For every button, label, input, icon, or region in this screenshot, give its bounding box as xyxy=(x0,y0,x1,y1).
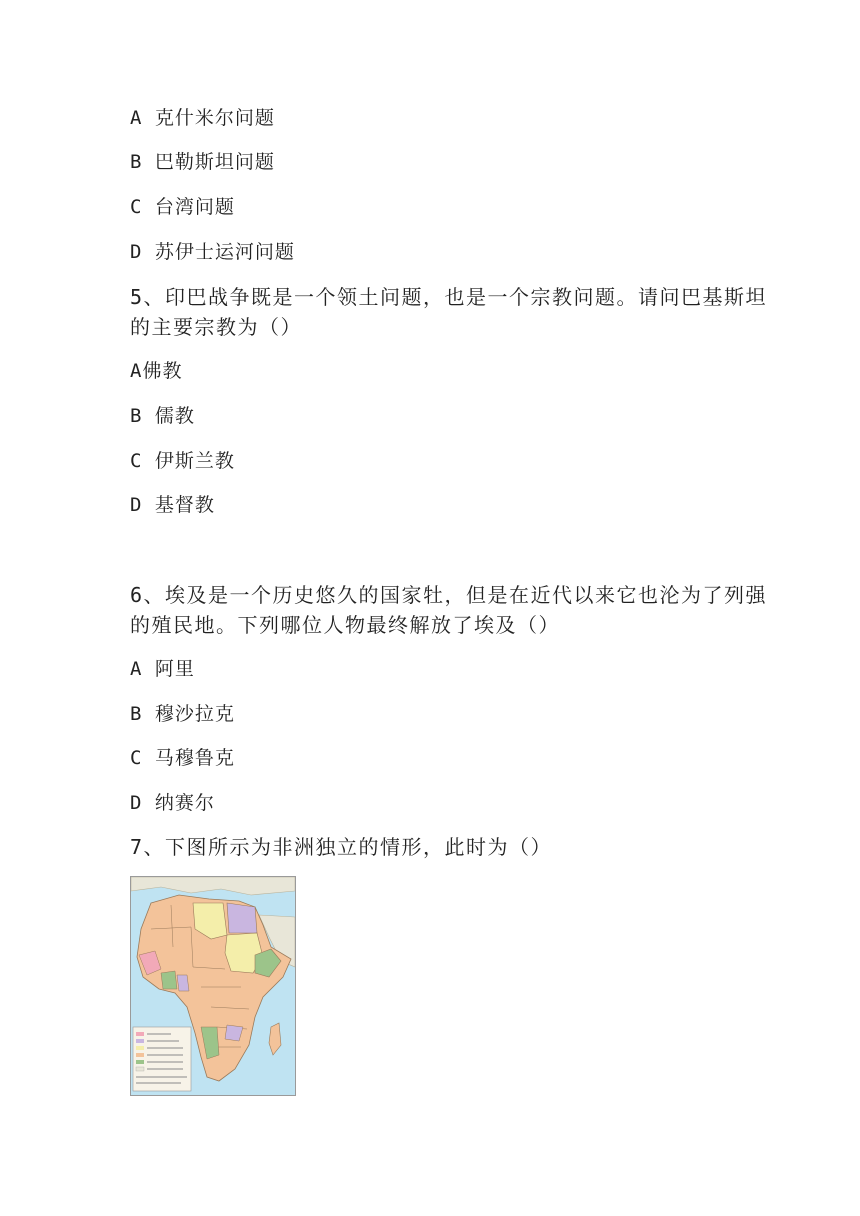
q5-stem-line1: 5、印巴战争既是一个领土问题，也是一个宗教问题。请问巴基斯坦 xyxy=(130,285,768,309)
madagascar xyxy=(269,1023,281,1055)
legend-swatch-5 xyxy=(136,1060,144,1064)
q6-stem-line1: 6、埃及是一个历史悠久的国家牡，但是在近代以来它也沦为了列强 xyxy=(130,583,768,607)
q4-option-b[interactable]: B 巴勒斯坦问题 xyxy=(130,151,275,173)
legend-swatch-1 xyxy=(136,1032,144,1036)
legend-swatch-3 xyxy=(136,1046,144,1050)
q6-stem-line2: 的殖民地。下列哪位人物最终解放了埃及（） xyxy=(130,613,560,637)
q5-stem-line2: 的主要宗教为（） xyxy=(130,315,302,339)
q5-option-c[interactable]: C 伊斯兰教 xyxy=(130,450,235,472)
q6-option-c[interactable]: C 马穆鲁克 xyxy=(130,747,235,769)
q6-option-b[interactable]: B 穆沙拉克 xyxy=(130,703,235,725)
region-green-west xyxy=(161,971,177,989)
q7-stem: 7、下图所示为非洲独立的情形，此时为（） xyxy=(130,835,553,859)
q6-option-a[interactable]: A 阿里 xyxy=(130,658,195,680)
africa-independence-map xyxy=(130,876,296,1096)
map-legend xyxy=(133,1027,191,1091)
q5-option-b[interactable]: B 儒教 xyxy=(130,405,195,427)
q5-option-d[interactable]: D 基督教 xyxy=(130,494,215,516)
region-purple-west xyxy=(177,975,189,991)
q6-option-d[interactable]: D 纳赛尔 xyxy=(130,792,215,814)
q4-option-c[interactable]: C 台湾问题 xyxy=(130,196,235,218)
legend-swatch-2 xyxy=(136,1039,144,1043)
q4-option-d[interactable]: D 苏伊士运河问题 xyxy=(130,241,295,263)
q4-option-a[interactable]: A 克什米尔问题 xyxy=(130,107,275,129)
region-purple-egypt xyxy=(227,903,257,933)
europe-region xyxy=(131,877,295,895)
legend-swatch-4 xyxy=(136,1053,144,1057)
legend-swatch-6 xyxy=(136,1067,144,1071)
africa-map-graphic xyxy=(131,877,295,1095)
q5-option-a[interactable]: A佛教 xyxy=(130,360,183,382)
